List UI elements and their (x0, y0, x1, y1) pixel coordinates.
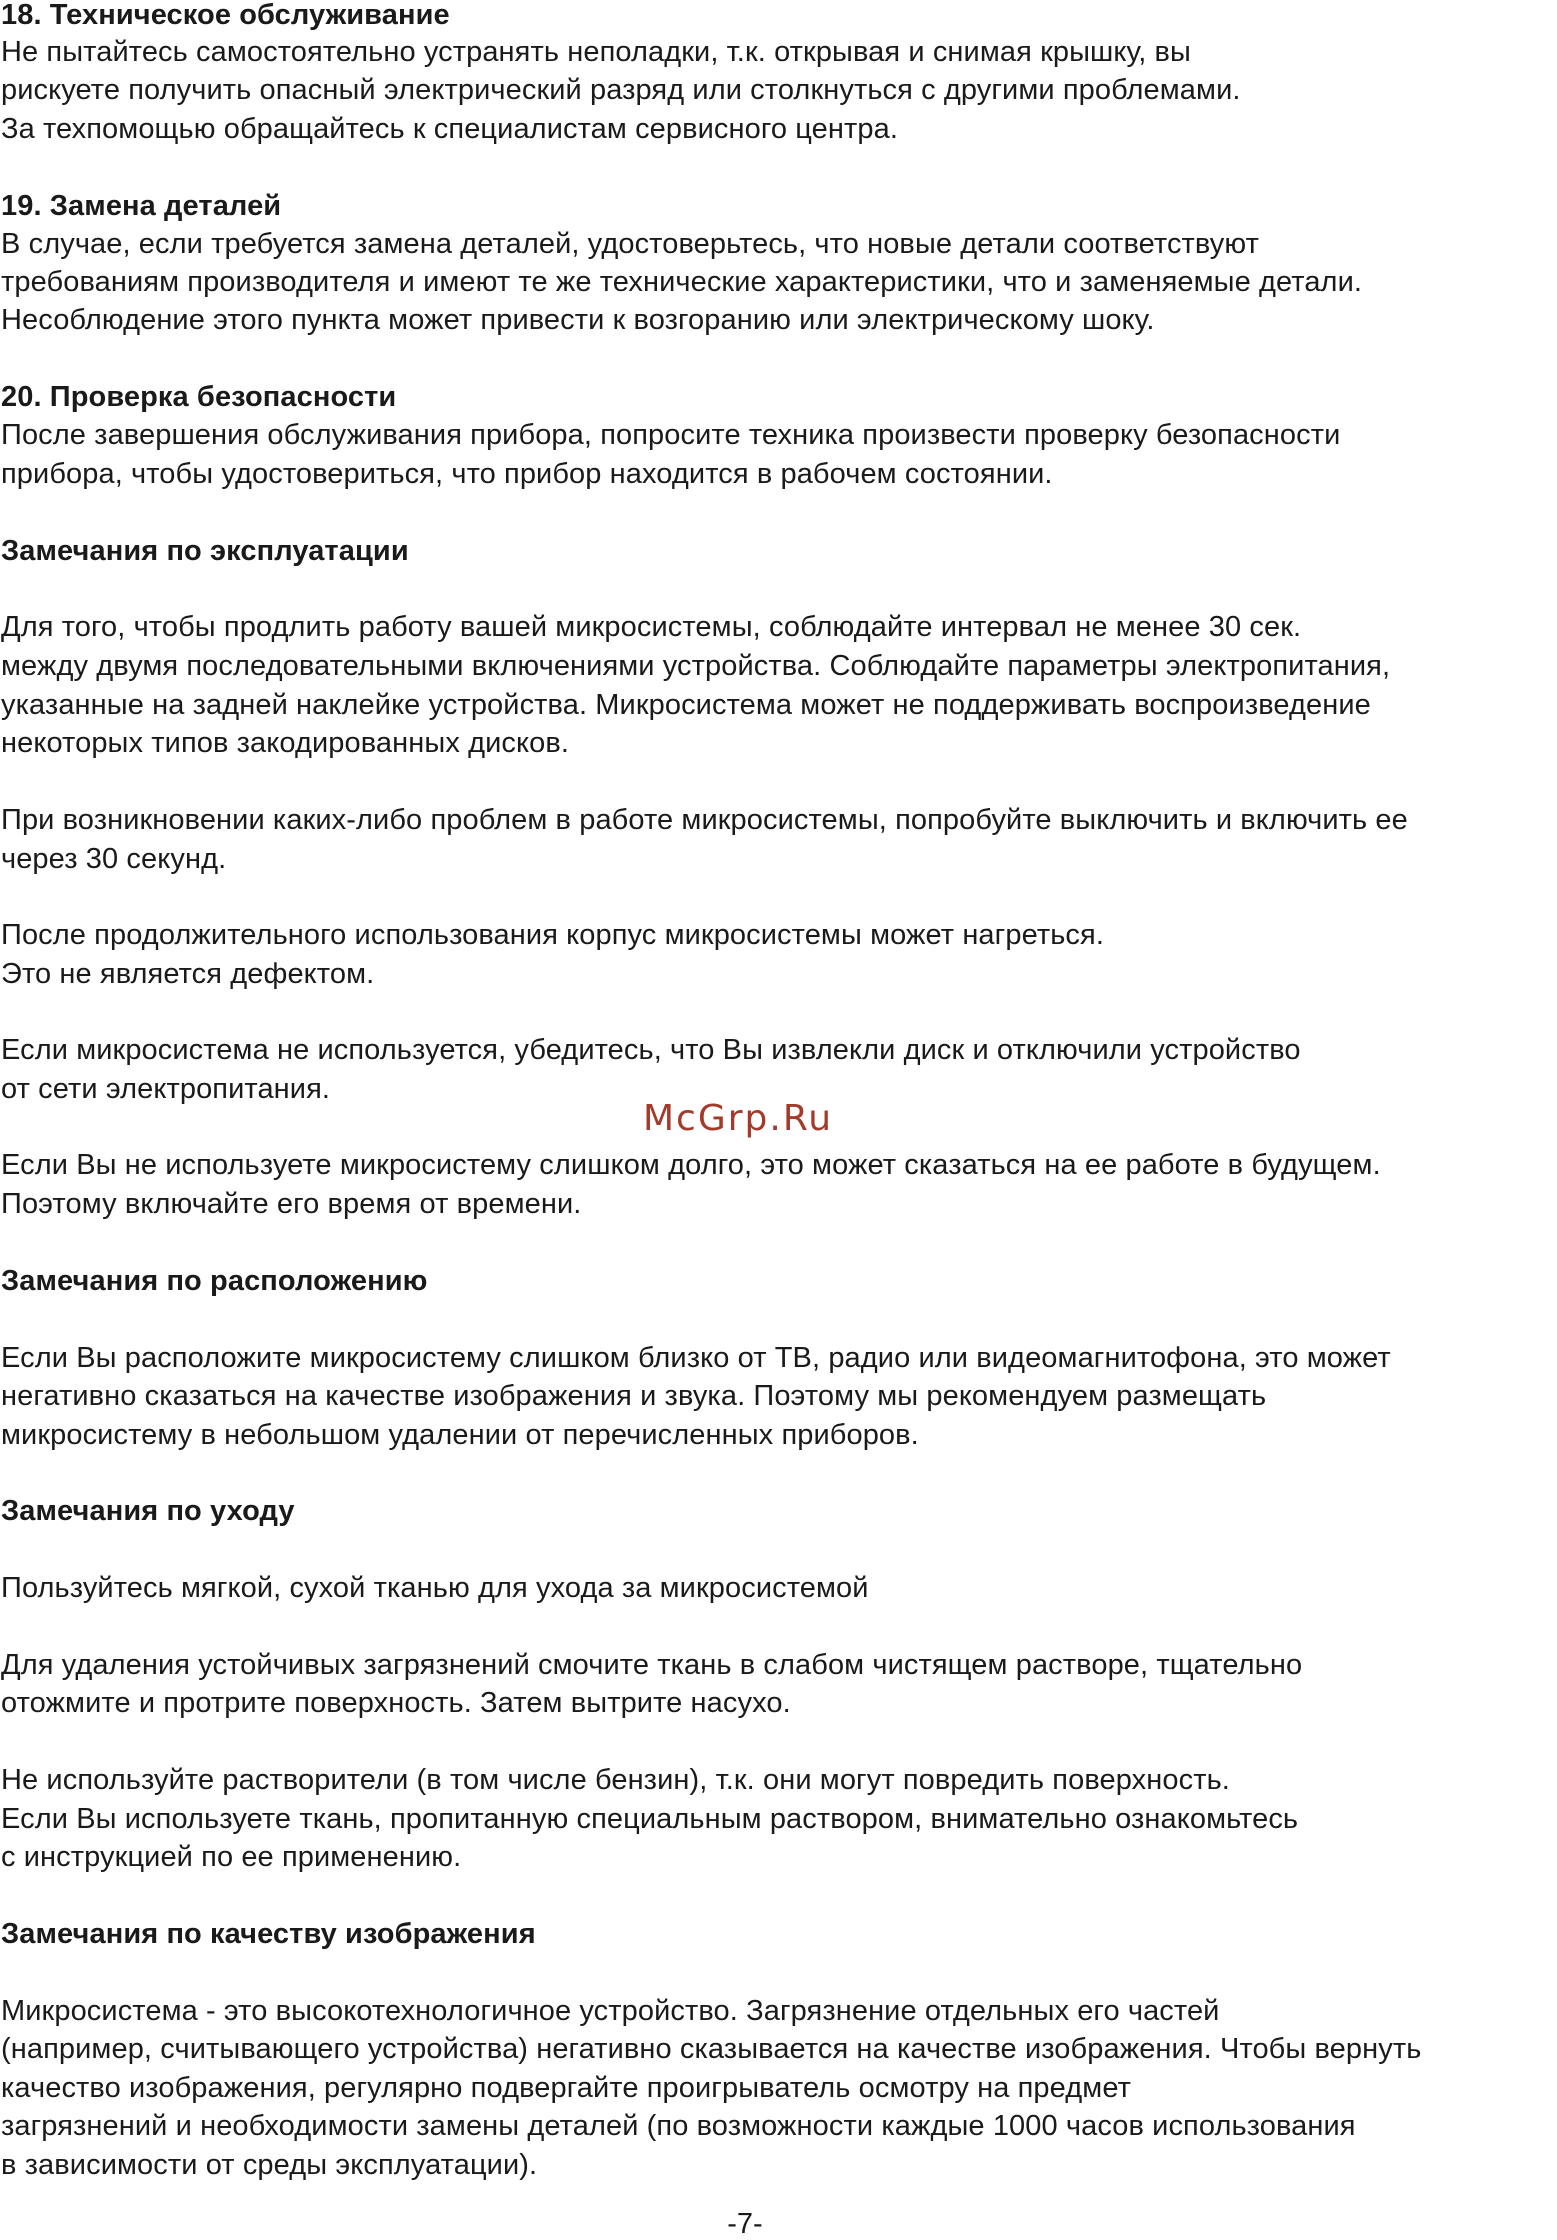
text-line: с инструкцией по ее применению. (1, 1841, 462, 1873)
text-line: Это не является дефектом. (1, 958, 375, 990)
text-line: некоторых типов закодированных дисков. (1, 727, 570, 759)
section-heading: Замечания по эксплуатации (1, 535, 409, 567)
text-line: Пользуйтесь мягкой, сухой тканью для ухода за микросистемой (1, 1572, 869, 1604)
section-heading: 19. Замена деталей (1, 190, 282, 222)
text-line: прибора, чтобы удостовериться, что прибор находится в рабочем состоянии. (1, 458, 1053, 490)
text-line: В случае, если требуется замена деталей, удостоверьтесь, что новые детали соответствуют (1, 228, 1259, 260)
section-heading: 18. Техническое обслуживание (1, 0, 450, 31)
text-line: негативно сказаться на качестве изображения и звука. Поэтому мы рекомендуем размещать (1, 1380, 1267, 1412)
section-heading: 20. Проверка безопасности (1, 381, 397, 413)
text-line: отожмите и протрите поверхность. Затем вытрите насухо. (1, 1687, 791, 1719)
section-heading: Замечания по качеству изображения (1, 1918, 536, 1950)
text-line: Микросистема - это высокотехнологичное устройство. Загрязнение отдельных его частей (1, 1995, 1220, 2027)
text-line: Не используйте растворители (в том числе бензин), т.к. они могут повредить поверхность. (1, 1764, 1230, 1796)
text-line: После продолжительного использования корпус микросистемы может нагреться. (1, 919, 1104, 951)
watermark: McGrp.Ru (643, 1098, 834, 1139)
text-line: требованиям производителя и имеют те же технические характеристики, что и заменяемые детали. (1, 266, 1363, 298)
section-heading: Замечания по расположению (1, 1265, 428, 1297)
text-line: качество изображения, регулярно подвергайте проигрыватель осмотру на предмет (1, 2072, 1131, 2104)
text-line: Если микросистема не используется, убедитесь, что Вы извлекли диск и отключили устройство (1, 1034, 1301, 1066)
text-line: Для того, чтобы продлить работу вашей микросистемы, соблюдайте интервал не менее 30 сек. (1, 611, 1302, 643)
text-line: через 30 секунд. (1, 843, 227, 875)
text-line: Если Вы используете ткань, пропитанную специальным раствором, внимательно ознакомьтесь (1, 1803, 1299, 1835)
text-line: Не пытайтесь самостоятельно устранять неполадки, т.к. открывая и снимая крышку, вы (1, 36, 1191, 68)
text-line: в зависимости от среды эксплуатации). (1, 2149, 538, 2181)
text-line: При возникновении каких-либо проблем в работе микросистемы, попробуйте выключить и включить ее (1, 804, 1408, 836)
text-line: указанные на задней наклейке устройства. Микросистема может не поддерживать воспроизведение (1, 689, 1371, 721)
text-line: микросистему в небольшом удалении от перечисленных приборов. (1, 1419, 919, 1451)
text-line: рискуете получить опасный электрический разряд или столкнуться с другими проблемами. (1, 74, 1241, 106)
text-line: За техпомощью обращайтесь к специалистам сервисного центра. (1, 113, 899, 145)
text-line: от сети электропитания. (1, 1073, 331, 1105)
text-line: загрязнений и необходимости замены деталей (по возможности каждые 1000 часов использования (1, 2110, 1356, 2142)
text-line: Если Вы расположите микросистему слишком близко от ТВ, радио или видеомагнитофона, это может (1, 1342, 1391, 1374)
text-line: Для удаления устойчивых загрязнений смочите ткань в слабом чистящем растворе, тщательно (1, 1649, 1303, 1681)
section-heading: Замечания по уходу (1, 1495, 295, 1527)
text-line: Несоблюдение этого пункта может привести к возгоранию или электрическому шоку. (1, 304, 1155, 336)
text-line: Если Вы не используете микросистему слишком долго, это может сказаться на ее работе в будущем. (1, 1149, 1381, 1181)
text-line: После завершения обслуживания прибора, попросите техника произвести проверку безопасности (1, 419, 1341, 451)
text-line: Поэтому включайте его время от времени. (1, 1188, 582, 1220)
page-number: -7- (727, 2208, 763, 2240)
text-line: между двумя последовательными включениями устройства. Соблюдайте параметры электропитания, (1, 650, 1391, 682)
text-line: (например, считывающего устройства) негативно сказывается на качестве изображения. Чтобы вернуть (1, 2033, 1422, 2065)
